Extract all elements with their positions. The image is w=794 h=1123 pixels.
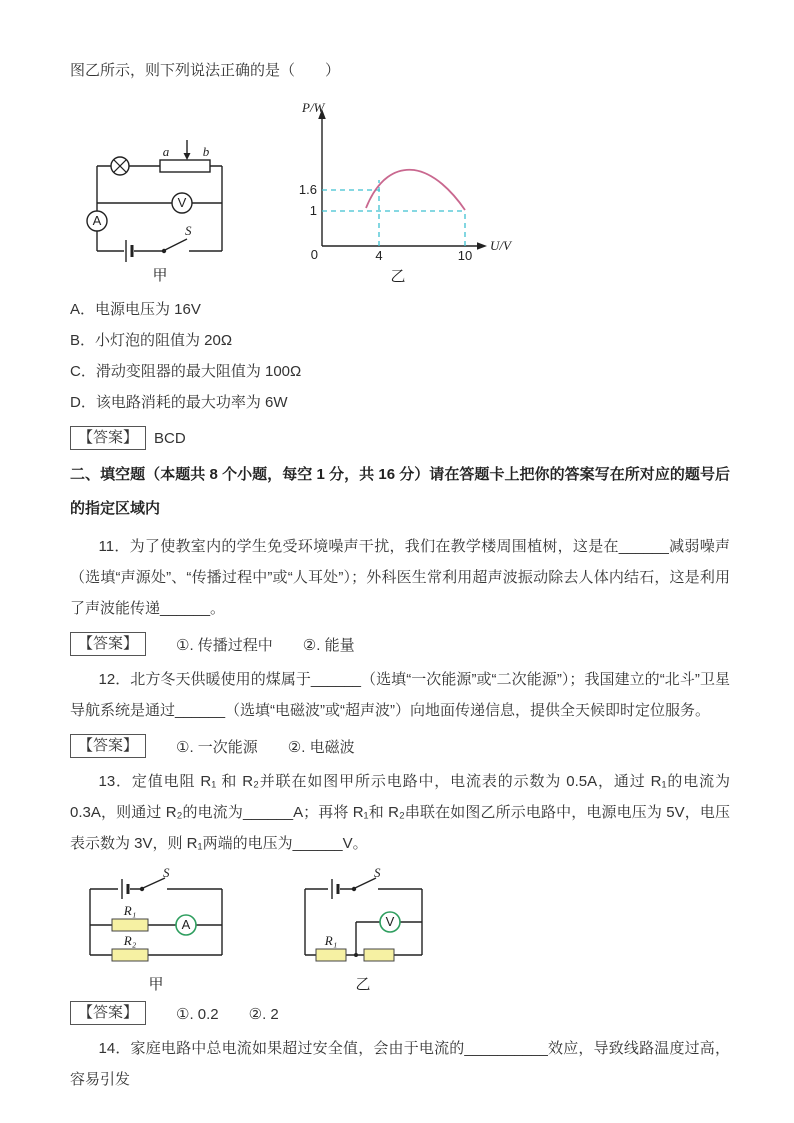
switch-label: S [185,223,192,238]
x-axis-title: U/V [490,238,511,253]
switch-blade [143,878,165,888]
resistor-r2 [112,949,148,961]
switch-label: S [374,867,381,880]
answer-label-box: 【答案】 [70,632,146,656]
x-axis-arrow-icon [477,242,487,250]
circuit-diagram-jia [72,128,250,286]
option-list [70,294,730,418]
ytick-1-6: 1.6 [298,182,317,197]
resistor-r1 [112,919,148,931]
voltmeter-label: V [385,914,395,929]
answer-value-q10: BCD [154,429,186,447]
rheostat-body [160,160,210,172]
switch-blade [355,878,376,888]
figure-caption-jia: 甲 [152,267,168,284]
ytick-1: 1 [309,203,317,218]
resistor-r1 [316,949,346,961]
resistor-r2-label: R₂ [123,933,137,948]
answer-row-q11 [70,632,730,656]
option-d: D．该电路消耗的最大功率为 6W [70,394,288,411]
figure-question-10 [72,98,730,288]
answer-value-q12: ①. 一次能源 ②. 电磁波 [176,738,355,756]
figure-caption-yi: 乙 [355,976,371,993]
ammeter-label: A [181,917,191,932]
question-14: 14．家庭电路中总电流如果超过安全值，会由于电流的__________效应，导致线路温度过高，容易引发 [70,1040,730,1088]
question-12: 12．北方冬天供暖使用的煤属于______（选填“一次能源”或“二次能源”）；我国建立的“北斗”卫星导航系统是通过______（选填“电磁波”或“超声波”）向地面传递信息，提供全天候即时定位服务。 [70,671,730,719]
ammeter-label: A [92,213,102,228]
switch-label: S [163,867,170,880]
question-11: 11．为了使教室内的学生免受环境噪声干扰，我们在教学楼周围植树，这是在______减弱噪声（选填“声源处”、“传播过程中”或“人耳处”）；外科医生常利用超声波振动除去人体内结石，这是利用了声波能传递______。 [70,538,730,617]
answer-label-box: 【答案】 [70,1001,146,1025]
answer-label-box: 【答案】 [70,426,146,450]
rheostat-slider-arrow-icon [184,153,191,160]
figure-question-13 [72,867,730,993]
answer-row-q12 [70,734,730,758]
option-a: A．电源电压为 16V [70,301,201,318]
figure-caption-yi: 乙 [390,268,406,285]
question-13: 13．定值电阻 R₁ 和 R₂并联在如图甲所示电路中，电流表的示数为 0.5A，通过 R₁的电流为 0.3A，则通过 R₂的电流为______A；再将 R₁和 R₂串联在如图乙所示电路中，电源电压为 5V，电压表示数为 3V，则 R₁两端的电压为______V。 [70,773,730,852]
junction-node [354,953,358,957]
answer-value-q11: ①. 传播过程中 ②. 能量 [176,636,355,654]
section-2-title: 二、填空题（本题共 8 个小题，每空 1 分，共 16 分）请在答题卡上把你的答案写在所对应的题号后的指定区域内 [70,466,730,517]
circuit-13-yi [290,867,445,993]
answer-label-box: 【答案】 [70,734,146,758]
resistor-r1-label: R₁ [324,933,338,948]
resistor-r1-label: R₁ [123,903,137,918]
xtick-10: 10 [457,248,473,263]
question-10-stem: 图乙所示，则下列说法正确的是（ ） [70,62,341,79]
switch-pivot [352,887,356,891]
voltmeter-label: V [177,195,187,210]
resistor-r2 [364,949,394,961]
power-voltage-graph-yi [280,98,532,288]
figure-caption-jia: 甲 [148,976,164,993]
switch-pivot [162,249,166,253]
answer-row-q13 [70,1001,730,1025]
power-curve [366,170,465,210]
terminal-a-label: a [162,144,170,159]
terminal-b-label: b [202,144,210,159]
answer-value-q13: ①. 0.2 ②. 2 [176,1005,279,1023]
xtick-4: 4 [375,248,383,263]
option-b: B．小灯泡的阻值为 20Ω [70,332,233,349]
answer-row-q10 [70,426,730,450]
origin-label: 0 [310,247,318,262]
option-c: C．滑动变阻器的最大阻值为 100Ω [70,363,302,380]
switch-pivot [140,887,144,891]
switch-blade [165,239,187,250]
circuit-13-jia [72,867,252,993]
y-axis-title: P/W [302,100,325,115]
